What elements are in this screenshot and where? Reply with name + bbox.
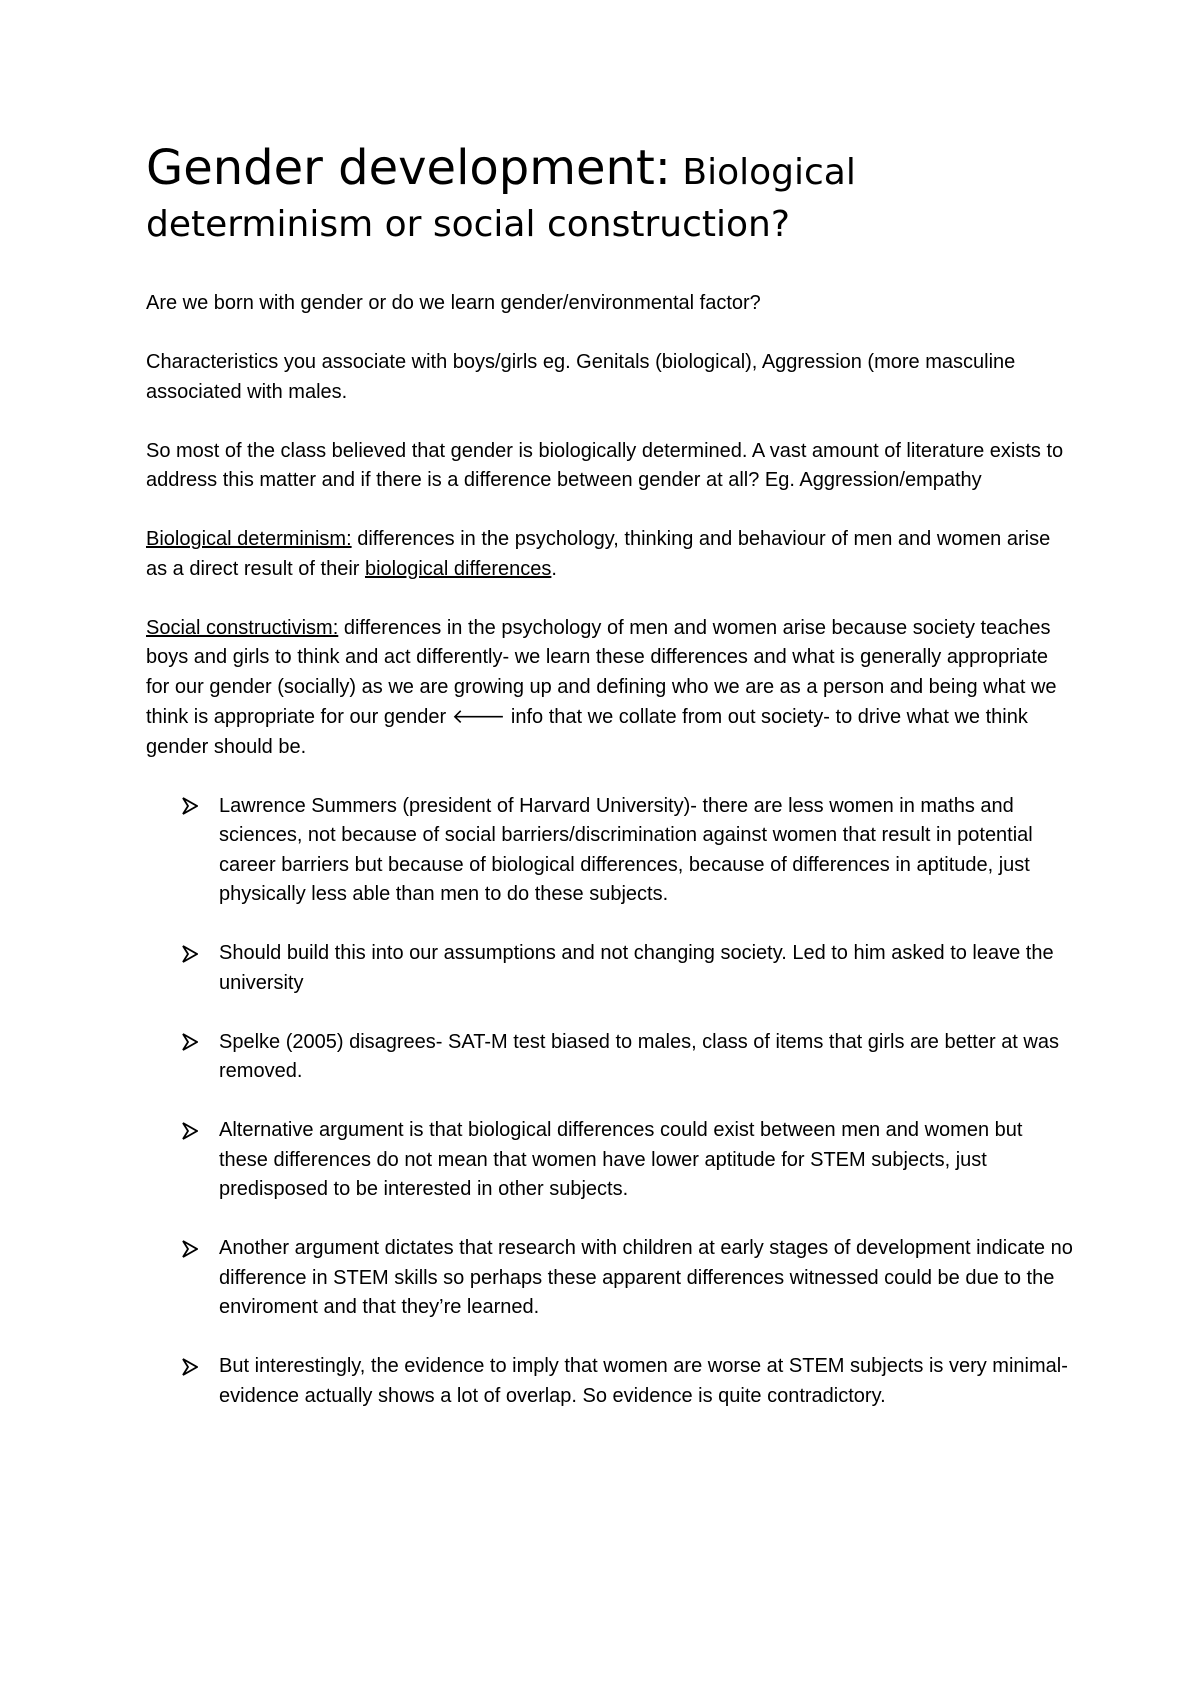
list-item <box>146 1028 1076 1087</box>
bullet-text: Lawrence Summers (president of Harvard University)- there are less women in maths and sciences, not because of social barriers/discrimination against women that result in potential career barriers but because of biological differences, because of differences in aptitude, just physically less able than men to do these subjects. <box>219 794 1033 905</box>
biological-determinism-paragraph <box>146 525 1076 584</box>
document-title <box>146 142 1076 251</box>
list-item <box>146 939 1076 998</box>
bullet-text: Spelke (2005) disagrees- SAT-M test biased to males, class of items that girls are better at was removed. <box>219 1030 1059 1082</box>
biological-determinism-term: Biological determinism: <box>146 528 352 550</box>
characteristics-paragraph: Characteristics you associate with boys/girls eg. Genitals (biological), Aggression (more masculine associated with males. <box>146 351 1016 403</box>
arrowhead-bullet-icon <box>182 939 204 969</box>
social-constructivism-definition: differences in the psychology of men and women arise because society teaches boys and girls to think and act differently- we learn these differences and what is generally appropriate for our gender (socially) as we are growing up and defining who we are as a person and being what we think is appropriate for our gender <box>146 616 1057 728</box>
arrowhead-bullet-icon <box>182 1028 204 1058</box>
list-item <box>146 1234 1076 1323</box>
social-constructivism-end: info that we collate from out society- to drive what we think gender should be. <box>146 706 1028 758</box>
document-page <box>146 142 1076 1441</box>
arrowhead-bullet-icon <box>182 1234 204 1264</box>
title-main: Gender development: <box>146 140 671 196</box>
bullet-text: Alternative argument is that biological differences could exist between men and women but these differences do not mean that women have lower aptitude for STEM subjects, just predisposed to be interested in other subjects. <box>219 1119 1023 1200</box>
biological-determinism-definition: differences in the psychology, thinking and behaviour of men and women arise as a direct result of their <box>146 528 1051 580</box>
bullet-text: Should build this into our assumptions and not changing society. Led to him asked to leave the university <box>219 942 1054 994</box>
biological-differences-underlined: biological differences <box>364 557 552 580</box>
list-item <box>146 792 1076 910</box>
arrowhead-bullet-icon <box>182 792 204 822</box>
left-arrow-icon: 🡐 <box>451 704 506 728</box>
biological-determinism-end: . <box>551 557 557 580</box>
list-item <box>146 1116 1076 1205</box>
class-belief-paragraph: So most of the class believed that gender is biologically determined. A vast amount of literature exists to address this matter and if there is a difference between gender at all? Eg. Aggression/empathy <box>146 439 1064 491</box>
title-subtitle: Biological determinism or social construction? <box>146 152 856 245</box>
list-item <box>146 1352 1076 1411</box>
bullet-list <box>146 792 1076 1412</box>
bullet-text: Another argument dictates that research with children at early stages of development indicate no difference in STEM skills so perhaps these apparent differences witnessed could be due to the enviroment and that they’re learned. <box>219 1237 1073 1318</box>
arrowhead-bullet-icon <box>182 1116 204 1146</box>
arrowhead-bullet-icon <box>182 1352 204 1382</box>
social-constructivism-paragraph <box>146 614 1076 763</box>
social-constructivism-term: Social constructivism: <box>146 616 339 639</box>
bullet-text: But interestingly, the evidence to imply that women are worse at STEM subjects is very minimal- evidence actually shows a lot of overlap. So evidence is quite contradictory. <box>219 1355 1068 1407</box>
intro-question: Are we born with gender or do we learn gender/environmental factor? <box>146 292 761 314</box>
